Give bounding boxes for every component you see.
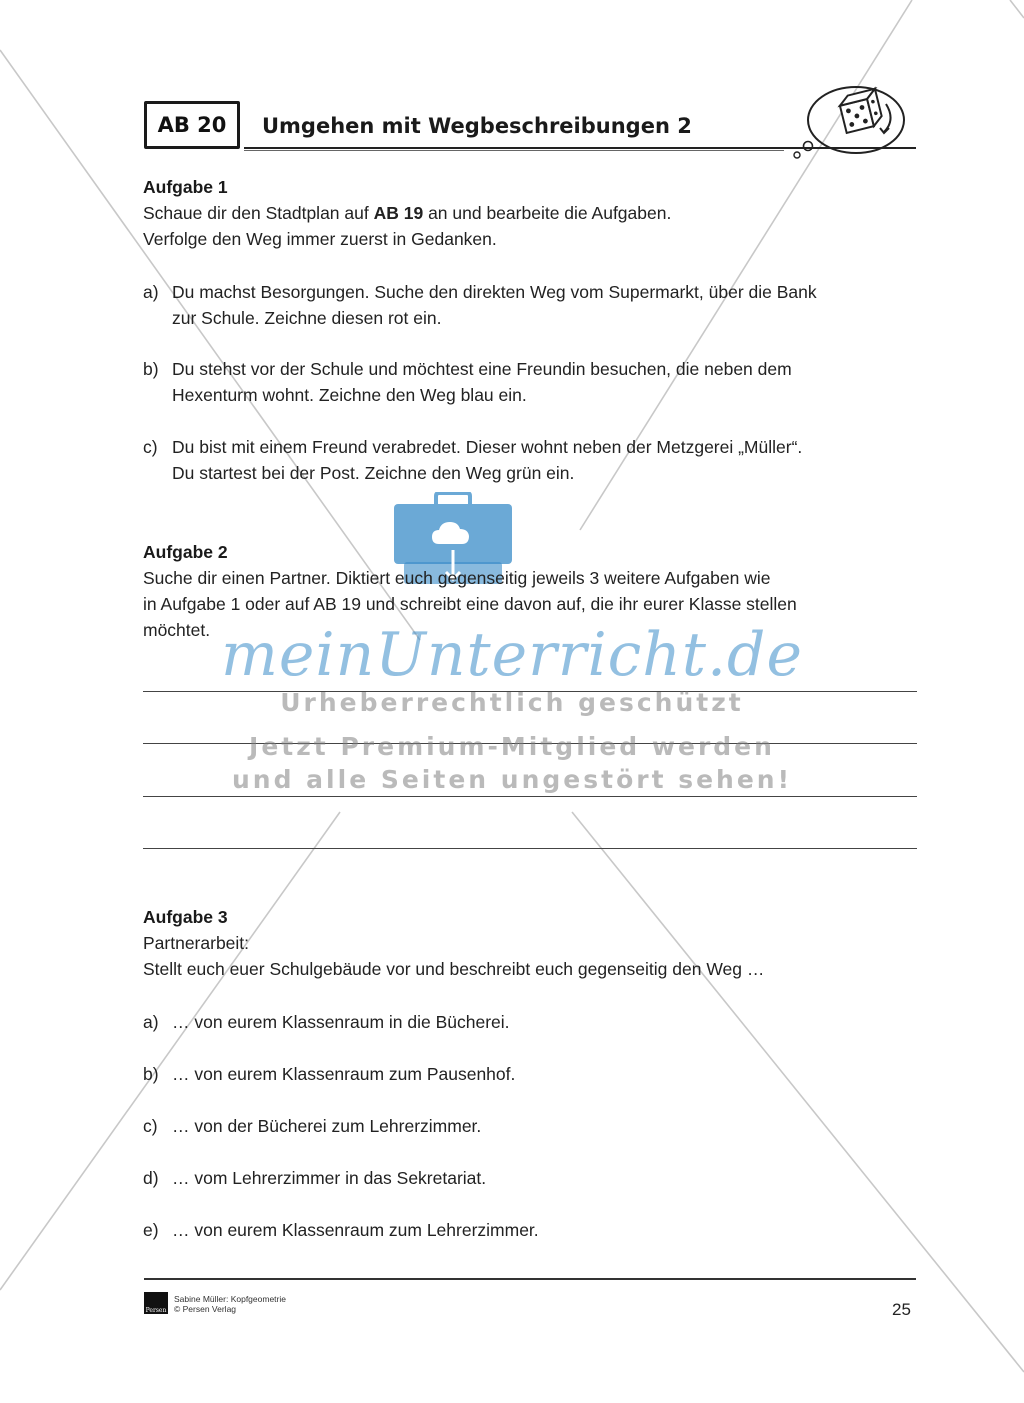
footer-credits [174,1294,286,1314]
footer-rule [144,1278,916,1280]
item-text-line2: zur Schule. Zeichne diesen rot ein. [172,308,442,328]
task3-item-c [143,1113,481,1139]
task3-item-a [143,1009,510,1035]
page-title: Umgehen mit Wegbeschreibungen 2 [262,114,692,138]
sheet-code: AB 20 [157,113,227,137]
item-label: c) [143,1116,158,1136]
item-text-line2: Hexenturm wohnt. Zeichne den Weg blau ein. [172,385,527,405]
page-number: 25 [892,1300,911,1319]
item-text: … von der Bücherei zum Lehrerzimmer. [172,1116,482,1136]
task2-line: in Aufgabe 1 oder auf AB 19 und schreibt eine davon auf, die ihr eurer Klasse stellen [143,594,797,614]
writing-line [143,796,917,797]
item-text-line1: Du stehst vor der Schule und möchtest eine Freundin besuchen, die neben dem [172,359,792,379]
task2-line: Suche dir einen Partner. Diktiert euch gegenseitig jeweils 3 weitere Aufgaben wie [143,568,771,588]
task1-intro [143,200,671,226]
task2-heading: Aufgabe 2 [143,542,228,562]
item-label: c) [143,437,158,457]
writing-line [143,848,917,849]
item-label: b) [143,1064,159,1084]
item-label: d) [143,1168,159,1188]
header-rule-sketch [244,150,784,151]
item-text: … vom Lehrerzimmer in das Sekretariat. [172,1168,487,1188]
item-text: … von eurem Klassenraum zum Pausenhof. [172,1064,516,1084]
item-text-line1: Du bist mit einem Freund verabredet. Dieser wohnt neben der Metzgerei „Müller“. [172,437,803,457]
task3-subheading: Partnerarbeit: [143,933,250,953]
item-label: e) [143,1220,159,1240]
watermark-premium-2: und alle Seiten ungestört sehen! [231,765,793,794]
task1-intro-line2: Verfolge den Weg immer zuerst in Gedanken. [143,229,497,249]
footer-credit-author: Sabine Müller: Kopfgeometrie [174,1294,286,1304]
task1-intro-pre: Schaue dir den Stadtplan auf [143,203,374,223]
task3-item-d [143,1165,486,1191]
task1-intro-bold: AB 19 [373,203,424,223]
sheet-code-box [144,101,240,149]
item-text: … von eurem Klassenraum in die Bücherei. [172,1012,510,1032]
task1-item-a [143,279,817,331]
task1-item-b [143,356,792,408]
watermark-premium: Jetzt Premium-Mitglied werden [249,732,775,761]
watermark-copyright: Urheberrechtlich geschützt [280,688,744,717]
footer-credit-publisher: © Persen Verlag [174,1304,237,1314]
item-text-line1: Du machst Besorgungen. Suche den direkten Weg vom Supermarkt, über die Bank [172,282,817,302]
task1-item-c [143,434,802,486]
item-label: a) [143,282,159,302]
item-label: b) [143,359,159,379]
task3-item-b [143,1061,515,1087]
item-text: … von eurem Klassenraum zum Lehrerzimmer. [172,1220,539,1240]
publisher-logo: Persen [144,1292,168,1314]
task1-intro-post: an und bearbeite die Aufgaben. [423,203,672,223]
task1-heading: Aufgabe 1 [143,177,228,197]
dice-thought-bubble-icon [786,80,916,160]
task2-line: möchtet. [143,620,211,640]
watermark-brand: meinUnterricht.de [221,620,803,690]
task3-intro: Stellt euch euer Schulgebäude vor und beschreibt euch gegenseitig den Weg … [143,959,765,979]
item-text-line2: Du startest bei der Post. Zeichne den Weg grün ein. [172,463,575,483]
task3-heading: Aufgabe 3 [143,907,228,927]
task3-item-e [143,1217,539,1243]
item-label: a) [143,1012,159,1032]
